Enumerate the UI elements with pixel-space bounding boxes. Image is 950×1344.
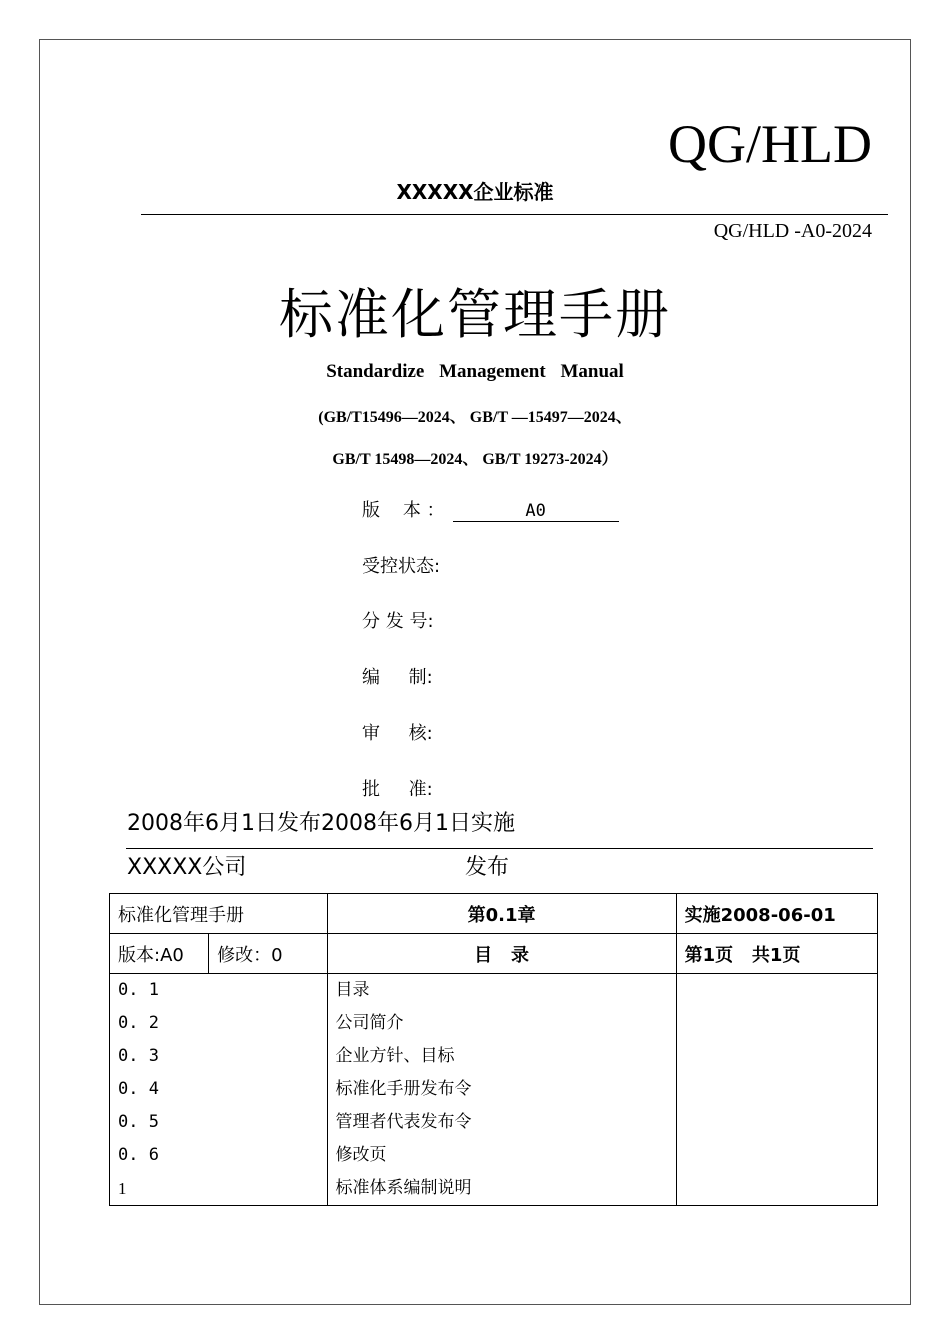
issue-and-effective-dates: 2008年6月1日发布2008年6月1日实施: [127, 811, 515, 836]
version-cell: 版本:A0: [110, 934, 209, 974]
list-item-number: 1: [118, 1179, 127, 1198]
standard-code: QG/HLD: [668, 114, 872, 174]
toc-numbers-cell: [110, 974, 328, 1206]
chapter-cell: 第0.1章: [327, 894, 676, 934]
list-item-title: 修改页: [335, 1145, 387, 1165]
list-item-title: 企业方针、目标: [335, 1046, 455, 1066]
page-count-cell: 第1页 共1页: [676, 934, 877, 974]
list-item-title: 标准化手册发布令: [335, 1079, 472, 1099]
version-field: [362, 496, 619, 522]
reviewed-by-label: 审 核:: [362, 723, 433, 744]
list-item-number: 0. 4: [118, 1079, 159, 1099]
list-item-title: 管理者代表发布令: [335, 1112, 472, 1132]
table-row: [110, 894, 878, 934]
distribution-number-label: 分 发 号:: [362, 611, 434, 632]
revision-cell: 修改：0: [209, 934, 327, 974]
effective-date-cell: 实施2008-06-01: [676, 894, 877, 934]
document-number: QG/HLD -A0-2024: [713, 220, 872, 242]
version-value: A0: [453, 501, 619, 522]
list-item-title: 公司简介: [335, 1013, 404, 1033]
enterprise-standard-label: XXXXX企业标准: [396, 180, 554, 204]
controlled-status-label: 受控状态:: [362, 556, 441, 577]
manual-title-cell: 标准化管理手册: [110, 894, 328, 934]
toc-table: [109, 893, 878, 1206]
english-title: Standardize Management Manual: [326, 361, 624, 382]
list-item-title: 目录: [335, 980, 370, 1000]
list-item-number: 0. 1: [118, 980, 159, 1000]
approved-by-label: 批 准:: [362, 779, 433, 800]
list-item-number: 0. 5: [118, 1112, 159, 1132]
toc-empty-cell: [676, 974, 877, 1206]
toc-titles-cell: [327, 974, 676, 1206]
list-item-title: 标准体系编制说明: [335, 1178, 472, 1198]
company-name: XXXXX公司: [127, 855, 247, 880]
page-title: 标准化管理手册: [279, 283, 671, 346]
prepared-by-label: 编 制:: [362, 667, 433, 688]
standards-reference-line-1: (GB/T15496—2024、 GB/T —15497—2024、: [318, 409, 632, 426]
list-item-number: 0. 6: [118, 1145, 159, 1165]
footer-divider: [126, 848, 873, 849]
version-label: 版 本 ：: [362, 500, 445, 521]
list-item-number: 0. 2: [118, 1013, 159, 1033]
standards-reference-line-2: GB/T 15498—2024、 GB/T 19273-2024）: [332, 451, 618, 468]
section-title-cell: 目 录: [327, 934, 676, 974]
list-item-number: 0. 3: [118, 1046, 159, 1066]
table-row: [110, 934, 878, 974]
table-row: [110, 974, 878, 1206]
publish-label: 发布: [465, 855, 510, 880]
header-divider: [141, 214, 888, 215]
